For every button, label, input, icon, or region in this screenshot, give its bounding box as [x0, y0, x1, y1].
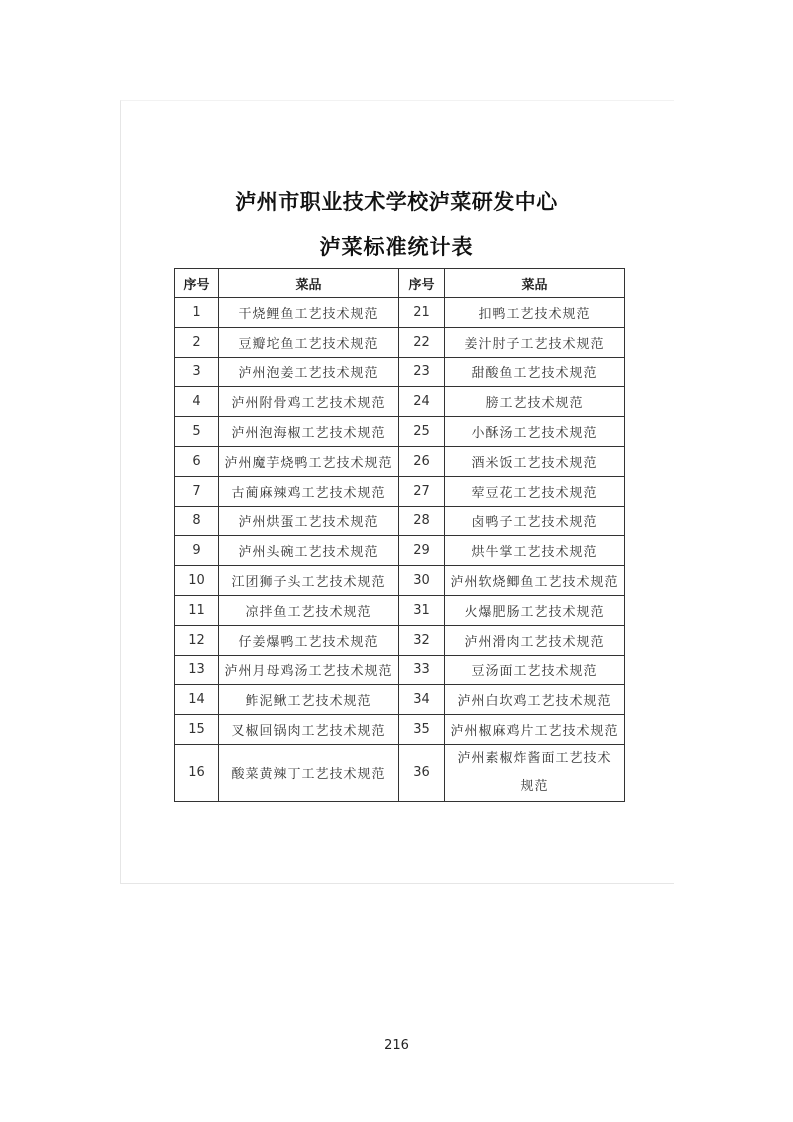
dish-name-left: 泸州烘蛋工艺技术规范: [219, 506, 399, 536]
row-number-right: 35: [399, 715, 445, 745]
row-number-right: 23: [399, 357, 445, 387]
row-number-right: 28: [399, 506, 445, 536]
dish-name-right: 甜酸鱼工艺技术规范: [445, 357, 625, 387]
dish-name-right: 泸州素椒炸酱面工艺技术规范: [445, 744, 625, 801]
dish-name-right: 卤鸭子工艺技术规范: [445, 506, 625, 536]
table-row: [175, 327, 625, 357]
dish-name-right: 酒米饭工艺技术规范: [445, 446, 625, 476]
dish-name-left: 泸州头碗工艺技术规范: [219, 536, 399, 566]
header-no-left: 序号: [175, 269, 219, 298]
row-number-right: 34: [399, 685, 445, 715]
row-number-right: 30: [399, 566, 445, 596]
table-row: [175, 298, 625, 328]
table-row: [175, 715, 625, 745]
dish-name-left: 泸州月母鸡汤工艺技术规范: [219, 655, 399, 685]
dish-name-left: 酸菜黄辣丁工艺技术规范: [219, 744, 399, 801]
row-number-right: 31: [399, 595, 445, 625]
header-dish-right: 菜品: [445, 269, 625, 298]
dish-name-right: 泸州白坎鸡工艺技术规范: [445, 685, 625, 715]
row-number-right: 36: [399, 744, 445, 801]
dish-name-left: 泸州泡海椒工艺技术规范: [219, 417, 399, 447]
table-row: [175, 595, 625, 625]
document-subtitle: 泸菜标准统计表: [319, 234, 474, 259]
row-number-left: 15: [175, 715, 219, 745]
dish-name-right: 小酥汤工艺技术规范: [445, 417, 625, 447]
table-row: [175, 566, 625, 596]
dish-name-right: 荤豆花工艺技术规范: [445, 476, 625, 506]
row-number-right: 25: [399, 417, 445, 447]
dish-name-left: 古蔺麻辣鸡工艺技术规范: [219, 476, 399, 506]
header-dish-left: 菜品: [219, 269, 399, 298]
row-number-left: 5: [175, 417, 219, 447]
table-row: [175, 625, 625, 655]
row-number-right: 29: [399, 536, 445, 566]
table-row: [175, 655, 625, 685]
table-row: [175, 506, 625, 536]
dish-name-left: 豆瓣坨鱼工艺技术规范: [219, 327, 399, 357]
row-number-left: 2: [175, 327, 219, 357]
dish-name-right: 泸州滑肉工艺技术规范: [445, 625, 625, 655]
row-number-left: 14: [175, 685, 219, 715]
table-row: [175, 417, 625, 447]
row-number-right: 33: [399, 655, 445, 685]
table-row: [175, 446, 625, 476]
dish-name-left: 江团狮子头工艺技术规范: [219, 566, 399, 596]
dish-name-right: 烘牛掌工艺技术规范: [445, 536, 625, 566]
dish-name-left: 鲊泥鳅工艺技术规范: [219, 685, 399, 715]
table-header-row: [175, 269, 625, 298]
dish-name-right: 泸州软烧鲫鱼工艺技术规范: [445, 566, 625, 596]
row-number-left: 11: [175, 595, 219, 625]
dish-name-left: 泸州魔芋烧鸭工艺技术规范: [219, 446, 399, 476]
row-number-right: 27: [399, 476, 445, 506]
row-number-left: 8: [175, 506, 219, 536]
row-number-left: 4: [175, 387, 219, 417]
table-row: [175, 387, 625, 417]
row-number-left: 12: [175, 625, 219, 655]
dish-name-right: 火爆肥肠工艺技术规范: [445, 595, 625, 625]
dish-name-right: 扣鸭工艺技术规范: [445, 298, 625, 328]
row-number-right: 24: [399, 387, 445, 417]
row-number-right: 22: [399, 327, 445, 357]
table-row: [175, 357, 625, 387]
row-number-left: 6: [175, 446, 219, 476]
row-number-right: 21: [399, 298, 445, 328]
dish-name-left: 仔姜爆鸭工艺技术规范: [219, 625, 399, 655]
page-number: 216: [384, 1038, 409, 1053]
dish-name-right: 豆汤面工艺技术规范: [445, 655, 625, 685]
row-number-right: 32: [399, 625, 445, 655]
header-no-right: 序号: [399, 269, 445, 298]
row-number-left: 10: [175, 566, 219, 596]
row-number-left: 3: [175, 357, 219, 387]
row-number-left: 1: [175, 298, 219, 328]
table-row: [175, 744, 625, 801]
dish-name-right: 姜汁肘子工艺技术规范: [445, 327, 625, 357]
dish-name-left: 叉椒回锅肉工艺技术规范: [219, 715, 399, 745]
dish-name-left: 泸州泡姜工艺技术规范: [219, 357, 399, 387]
dish-name-right: 膀工艺技术规范: [445, 387, 625, 417]
dish-name-left: 干烧鲤鱼工艺技术规范: [219, 298, 399, 328]
row-number-left: 9: [175, 536, 219, 566]
table-row: [175, 476, 625, 506]
dish-name-right: 泸州椒麻鸡片工艺技术规范: [445, 715, 625, 745]
row-number-right: 26: [399, 446, 445, 476]
table-row: [175, 685, 625, 715]
row-number-left: 7: [175, 476, 219, 506]
dish-standards-table: [174, 268, 625, 802]
row-number-left: 13: [175, 655, 219, 685]
table-row: [175, 536, 625, 566]
dish-name-left: 凉拌鱼工艺技术规范: [219, 595, 399, 625]
document-title: 泸州市职业技术学校泸菜研发中心: [235, 189, 558, 214]
row-number-left: 16: [175, 744, 219, 801]
dish-name-left: 泸州附骨鸡工艺技术规范: [219, 387, 399, 417]
